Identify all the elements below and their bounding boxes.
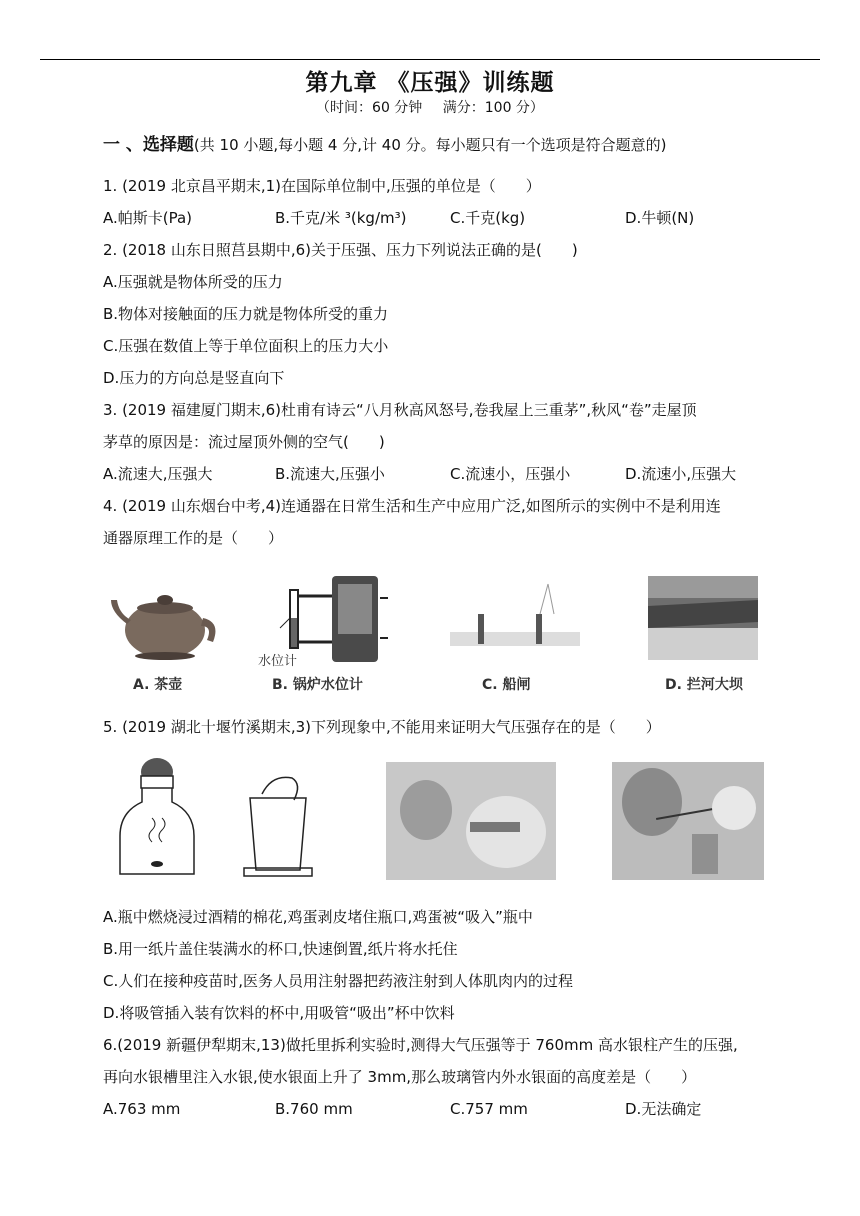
- figure-caption-b: B. 锅炉水位计: [272, 677, 363, 693]
- question-5-option-b: B.用一纸片盖住装满水的杯口,快速倒置,纸片将水托住: [103, 940, 458, 958]
- exam-info: [0, 97, 860, 117]
- question-5-option-d: D.将吸管插入装有饮料的杯中,用吸管“吸出”杯中饮料: [103, 1004, 455, 1022]
- question-1-option-d: D.牛顿(N): [625, 209, 695, 227]
- figure-ship-lock: [450, 578, 580, 658]
- figure-caption-c: C. 船闸: [482, 677, 531, 693]
- question-3-option-c: C.流速小，压强小: [450, 465, 571, 483]
- question-3-option-a: A.流速大,压强大: [103, 465, 213, 483]
- question-6-option-d: D.无法确定: [625, 1100, 702, 1118]
- question-4-stem-line2: 通器原理工作的是（ ）: [103, 529, 284, 547]
- figure-egg-bottle: [112, 756, 202, 880]
- section-label: 一 、选择题: [103, 135, 194, 155]
- question-6-option-a: A.763 mm: [103, 1100, 181, 1118]
- question-2-option-b: B.物体对接触面的压力就是物体所受的重力: [103, 305, 389, 323]
- figure-caption-d: D. 拦河大坝: [665, 677, 743, 693]
- question-5-stem: 5. (2019 湖北十堰竹溪期末,3)下列现象中,不能用来证明大气压强存在的是（ ）: [103, 718, 661, 736]
- question-1-option-b: B.千克/米 ³(kg/m³): [275, 209, 407, 227]
- figure-teapot: [105, 572, 225, 664]
- question-6-option-c: C.757 mm: [450, 1100, 528, 1118]
- question-1-option-c: C.千克(kg): [450, 209, 526, 227]
- question-3-stem-line2: 茅草的原因是：流过屋顶外侧的空气( ): [103, 433, 385, 451]
- section-note: (共 10 小题,每小题 4 分,计 40 分。每小题只有一个选项是符合题意的): [193, 136, 667, 154]
- figure-dam: [648, 576, 758, 660]
- section-heading: [103, 135, 667, 155]
- figure-caption-a: A. 茶壶: [133, 677, 183, 693]
- figure-gauge-label: 水位计: [258, 654, 298, 669]
- exam-time: （时间：60 分钟: [316, 100, 423, 116]
- question-2-option-a: A.压强就是物体所受的压力: [103, 273, 283, 291]
- question-2-option-d: D.压力的方向总是竖直向下: [103, 369, 285, 387]
- question-3-option-d: D.流速小,压强大: [625, 465, 737, 483]
- question-6-stem-line2: 再向水银槽里注入水银,使水银面上升了 3mm,那么玻璃管内外水银面的高度差是（ ）: [103, 1068, 697, 1086]
- question-6-option-b: B.760 mm: [275, 1100, 353, 1118]
- figure-vaccination-photo: [386, 762, 556, 880]
- page-title: 第九章 《压强》训练题: [305, 70, 555, 96]
- question-1-stem: 1. (2019 北京昌平期末,1)在国际单位制中,压强的单位是（ ）: [103, 177, 541, 195]
- question-3-option-b: B.流速大,压强小: [275, 465, 385, 483]
- header-rule: [40, 59, 820, 60]
- question-3-stem-line1: 3. (2019 福建厦门期末,6)杜甫有诗云“八月秋高风怒号,卷我屋上三重茅”,秋风“卷”走屋顶: [103, 401, 697, 419]
- exam-score: 满分：100 分）: [442, 100, 544, 116]
- question-2-stem: 2. (2018 山东日照莒县期中,6)关于压强、压力下列说法正确的是( ): [103, 241, 578, 259]
- question-4-stem-line1: 4. (2019 山东烟台中考,4)连通器在日常生活和生产中应用广泛,如图所示的实例中不是利用连: [103, 497, 721, 515]
- figure-straw-photo: [612, 762, 764, 880]
- question-5-option-a: A.瓶中燃烧浸过酒精的棉花,鸡蛋剥皮堵住瓶口,鸡蛋被“吸入”瓶中: [103, 908, 533, 926]
- figure-paper-cup: [238, 770, 318, 882]
- question-2-option-c: C.压强在数值上等于单位面积上的压力大小: [103, 337, 389, 355]
- question-5-option-c: C.人们在接种疫苗时,医务人员用注射器把药液注射到人体肌肉内的过程: [103, 972, 574, 990]
- question-1-option-a: A.帕斯卡(Pa): [103, 209, 193, 227]
- question-6-stem-line1: 6.(2019 新疆伊犁期末,13)做托里拆利实验时,测得大气压强等于 760mm 高水银柱产生的压强,: [103, 1036, 738, 1054]
